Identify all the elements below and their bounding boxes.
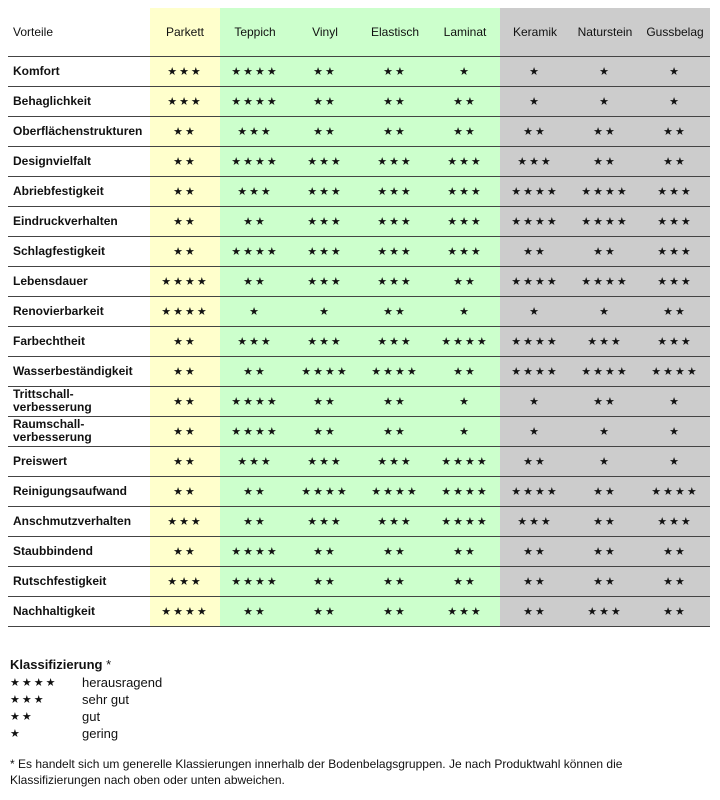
row-label: Raumschall- verbesserung xyxy=(8,416,150,446)
rating-cell: ★ xyxy=(430,296,500,326)
table-row xyxy=(8,116,710,146)
rating-cell: ★★★★ xyxy=(150,296,220,326)
rating-cell: ★★ xyxy=(430,116,500,146)
rating-cell: ★★★ xyxy=(360,326,430,356)
rating-cell: ★ xyxy=(570,416,640,446)
rating-cell: ★ xyxy=(290,296,360,326)
rating-cell: ★★ xyxy=(290,86,360,116)
rating-cell: ★★★ xyxy=(290,176,360,206)
rating-cell: ★★★ xyxy=(360,266,430,296)
rating-cell: ★★★ xyxy=(500,506,570,536)
rating-cell: ★★★★ xyxy=(570,356,640,386)
table-row xyxy=(8,236,710,266)
rating-cell: ★★ xyxy=(500,446,570,476)
table-row xyxy=(8,86,710,116)
rating-cell: ★★★★ xyxy=(220,386,290,416)
column-header-naturstein: Naturstein xyxy=(570,8,640,56)
row-label: Komfort xyxy=(8,56,150,86)
rating-cell: ★★★ xyxy=(360,446,430,476)
rating-cell: ★★★★ xyxy=(570,266,640,296)
legend-label-3: sehr gut xyxy=(82,692,129,707)
rating-cell: ★★ xyxy=(150,116,220,146)
rating-cell: ★★ xyxy=(570,536,640,566)
legend-title xyxy=(10,657,410,674)
legend-stars-4: ★★★★ xyxy=(10,676,58,689)
rating-cell: ★★★ xyxy=(360,506,430,536)
rating-cell: ★★ xyxy=(290,566,360,596)
row-label: Renovierbarkeit xyxy=(8,296,150,326)
rating-cell: ★★★★ xyxy=(500,476,570,506)
column-header-keramik: Keramik xyxy=(500,8,570,56)
rating-cell: ★★ xyxy=(500,236,570,266)
rating-cell: ★★★ xyxy=(290,236,360,266)
rating-cell: ★★ xyxy=(290,116,360,146)
rating-cell: ★★ xyxy=(640,116,710,146)
rating-cell: ★★ xyxy=(430,566,500,596)
row-label: Anschmutzverhalten xyxy=(8,506,150,536)
column-header-elastisch: Elastisch xyxy=(360,8,430,56)
rating-cell: ★ xyxy=(640,446,710,476)
table-row xyxy=(8,146,710,176)
rating-cell: ★★ xyxy=(570,386,640,416)
legend-label-2: gut xyxy=(82,709,101,724)
rating-cell: ★★ xyxy=(570,236,640,266)
legend-title-text: Klassifizierung xyxy=(10,657,103,672)
rating-cell: ★★ xyxy=(150,176,220,206)
rating-cell: ★★★ xyxy=(290,326,360,356)
rating-cell: ★★ xyxy=(220,206,290,236)
rating-cell: ★★★ xyxy=(220,326,290,356)
rating-cell: ★★★★ xyxy=(290,356,360,386)
row-label: Schlagfestigkeit xyxy=(8,236,150,266)
rating-cell: ★★ xyxy=(290,56,360,86)
rating-cell: ★★ xyxy=(220,596,290,626)
rating-cell: ★★ xyxy=(500,536,570,566)
rating-cell: ★★★ xyxy=(640,266,710,296)
column-header-parkett: Parkett xyxy=(150,8,220,56)
rating-cell: ★★★★ xyxy=(150,266,220,296)
rating-cell: ★★ xyxy=(150,206,220,236)
table-row xyxy=(8,536,710,566)
rating-cell: ★★ xyxy=(570,116,640,146)
rating-cell: ★★ xyxy=(150,236,220,266)
legend-item xyxy=(10,708,410,725)
rating-cell: ★ xyxy=(220,296,290,326)
rating-cell: ★★★ xyxy=(220,176,290,206)
rating-cell: ★★ xyxy=(430,536,500,566)
table-row xyxy=(8,176,710,206)
column-header-teppich: Teppich xyxy=(220,8,290,56)
rating-cell: ★ xyxy=(430,416,500,446)
rating-cell: ★★ xyxy=(640,146,710,176)
rating-cell: ★★★★ xyxy=(640,476,710,506)
rating-cell: ★★ xyxy=(290,536,360,566)
rating-cell: ★★★★ xyxy=(500,266,570,296)
rating-cell: ★★★★ xyxy=(150,596,220,626)
rating-cell: ★★★★ xyxy=(220,146,290,176)
row-label: Preiswert xyxy=(8,446,150,476)
rating-cell: ★ xyxy=(430,386,500,416)
rating-cell: ★★★★ xyxy=(500,176,570,206)
rating-cell: ★★★★ xyxy=(430,326,500,356)
rating-cell: ★★★★ xyxy=(220,416,290,446)
table-body xyxy=(8,56,710,626)
table-row xyxy=(8,266,710,296)
rating-cell: ★★ xyxy=(290,386,360,416)
column-header-laminat: Laminat xyxy=(430,8,500,56)
rating-cell: ★★★★ xyxy=(500,326,570,356)
legend-stars-3: ★★★ xyxy=(10,693,46,706)
rating-cell: ★★★ xyxy=(570,596,640,626)
rating-cell: ★★ xyxy=(150,536,220,566)
rating-cell: ★★ xyxy=(430,266,500,296)
row-label: Wasserbeständigkeit xyxy=(8,356,150,386)
rating-cell: ★★★ xyxy=(640,506,710,536)
rating-cell: ★★★★ xyxy=(430,506,500,536)
rating-cell: ★★★ xyxy=(430,596,500,626)
rating-cell: ★★★ xyxy=(150,56,220,86)
footnote: * Es handelt sich um generelle Klassierungen innerhalb der Bodenbelagsgruppen. Je nach Produktwahl können die Klassifizierungen nach oben oder unten abweichen. xyxy=(10,757,623,787)
rating-cell: ★★ xyxy=(500,566,570,596)
rating-cell: ★★ xyxy=(570,506,640,536)
column-header-vinyl: Vinyl xyxy=(290,8,360,56)
rating-cell: ★★ xyxy=(150,146,220,176)
row-label: Trittschall- verbesserung xyxy=(8,386,150,416)
rating-cell: ★★★ xyxy=(430,176,500,206)
table-row xyxy=(8,446,710,476)
table-row xyxy=(8,596,710,626)
rating-cell: ★★★ xyxy=(360,146,430,176)
rating-cell: ★★★★ xyxy=(290,476,360,506)
rating-cell: ★★★ xyxy=(430,236,500,266)
rating-cell: ★★★★ xyxy=(500,206,570,236)
rating-cell: ★★★ xyxy=(640,326,710,356)
table-header-row xyxy=(8,8,710,56)
rating-cell: ★★ xyxy=(220,476,290,506)
rating-cell: ★ xyxy=(640,416,710,446)
table-row xyxy=(8,56,710,86)
rating-cell: ★ xyxy=(570,446,640,476)
rating-cell: ★★★ xyxy=(500,146,570,176)
table-row xyxy=(8,206,710,236)
rating-cell: ★★★ xyxy=(220,446,290,476)
table-row xyxy=(8,386,710,416)
rating-cell: ★★★★ xyxy=(220,236,290,266)
rating-cell: ★★★ xyxy=(640,236,710,266)
row-label: Eindruckverhalten xyxy=(8,206,150,236)
rating-cell: ★ xyxy=(640,386,710,416)
rating-cell: ★★ xyxy=(360,536,430,566)
rating-cell: ★★ xyxy=(150,386,220,416)
corner-label: Vorteile xyxy=(8,8,150,56)
legend-stars-1: ★ xyxy=(10,727,22,740)
table-row xyxy=(8,566,710,596)
rating-cell: ★ xyxy=(640,56,710,86)
rating-cell: ★★ xyxy=(150,476,220,506)
rating-cell: ★ xyxy=(500,296,570,326)
legend-stars-2: ★★ xyxy=(10,710,34,723)
rating-cell: ★★★ xyxy=(220,116,290,146)
rating-cell: ★★★★ xyxy=(220,86,290,116)
rating-cell: ★★ xyxy=(360,566,430,596)
row-label: Designvielfalt xyxy=(8,146,150,176)
rating-cell: ★★ xyxy=(290,596,360,626)
rating-cell: ★★ xyxy=(360,416,430,446)
legend-item xyxy=(10,691,410,708)
row-label: Lebensdauer xyxy=(8,266,150,296)
rating-cell: ★★★ xyxy=(290,146,360,176)
rating-cell: ★★★ xyxy=(150,506,220,536)
rating-cell: ★★★★ xyxy=(220,536,290,566)
rating-cell: ★ xyxy=(500,56,570,86)
rating-cell: ★★★★ xyxy=(640,356,710,386)
rating-cell: ★ xyxy=(500,386,570,416)
column-header-gussbelag: Gussbelag xyxy=(640,8,710,56)
rating-cell: ★ xyxy=(500,416,570,446)
rating-cell: ★★ xyxy=(150,356,220,386)
rating-cell: ★★★★ xyxy=(220,566,290,596)
rating-cell: ★★ xyxy=(360,86,430,116)
rating-cell: ★★ xyxy=(220,356,290,386)
rating-cell: ★ xyxy=(430,56,500,86)
rating-cell: ★★★★ xyxy=(430,446,500,476)
rating-cell: ★★★★ xyxy=(220,56,290,86)
row-label: Rutschfestigkeit xyxy=(8,566,150,596)
rating-cell: ★★★★ xyxy=(570,206,640,236)
rating-cell: ★ xyxy=(570,86,640,116)
table-row xyxy=(8,296,710,326)
rating-cell: ★★ xyxy=(150,326,220,356)
legend-label-4: herausragend xyxy=(82,675,163,690)
rating-cell: ★★★ xyxy=(150,566,220,596)
rating-cell: ★★ xyxy=(430,356,500,386)
rating-cell: ★★ xyxy=(640,296,710,326)
legend-title-asterisk: * xyxy=(106,657,112,672)
table-row xyxy=(8,476,710,506)
rating-cell: ★★★ xyxy=(150,86,220,116)
row-label: Behaglichkeit xyxy=(8,86,150,116)
rating-cell: ★ xyxy=(570,296,640,326)
rating-cell: ★★ xyxy=(360,296,430,326)
row-label: Abriebfestigkeit xyxy=(8,176,150,206)
rating-cell: ★★ xyxy=(570,476,640,506)
table-row xyxy=(8,506,710,536)
rating-cell: ★ xyxy=(570,56,640,86)
rating-cell: ★★ xyxy=(430,86,500,116)
rating-cell: ★★ xyxy=(150,416,220,446)
rating-cell: ★★ xyxy=(360,596,430,626)
table-row xyxy=(8,416,710,446)
row-label: Nachhaltigkeit xyxy=(8,596,150,626)
row-label: Farbechtheit xyxy=(8,326,150,356)
row-label: Oberflächenstrukturen xyxy=(8,116,150,146)
rating-cell: ★★ xyxy=(290,416,360,446)
rating-cell: ★★ xyxy=(220,266,290,296)
rating-cell: ★★★ xyxy=(360,236,430,266)
rating-cell: ★★★★ xyxy=(360,476,430,506)
rating-cell: ★★★ xyxy=(290,506,360,536)
rating-cell: ★★★ xyxy=(570,326,640,356)
legend-item xyxy=(10,674,410,691)
rating-cell: ★★★★ xyxy=(500,356,570,386)
rating-cell: ★★★ xyxy=(360,206,430,236)
rating-cell: ★★★★ xyxy=(570,176,640,206)
rating-cell: ★★ xyxy=(220,506,290,536)
legend-label-1: gering xyxy=(82,726,119,741)
row-label: Staubbindend xyxy=(8,536,150,566)
row-label: Reinigungsaufwand xyxy=(8,476,150,506)
rating-cell: ★★★ xyxy=(290,206,360,236)
rating-cell: ★ xyxy=(500,86,570,116)
rating-cell: ★★★ xyxy=(640,176,710,206)
table-row xyxy=(8,356,710,386)
rating-cell: ★★★ xyxy=(360,176,430,206)
rating-cell: ★★ xyxy=(360,116,430,146)
rating-cell: ★★★★ xyxy=(360,356,430,386)
classification-legend xyxy=(10,657,410,742)
rating-cell: ★★ xyxy=(640,596,710,626)
flooring-comparison-table-container xyxy=(8,8,710,627)
rating-cell: ★★ xyxy=(360,56,430,86)
rating-cell: ★★★ xyxy=(430,146,500,176)
rating-cell: ★★ xyxy=(640,566,710,596)
rating-cell: ★★ xyxy=(570,566,640,596)
rating-cell: ★★ xyxy=(640,536,710,566)
rating-cell: ★★★ xyxy=(430,206,500,236)
rating-cell: ★★★★ xyxy=(430,476,500,506)
rating-cell: ★★ xyxy=(500,116,570,146)
rating-cell: ★ xyxy=(640,86,710,116)
table-row xyxy=(8,326,710,356)
rating-cell: ★★★ xyxy=(290,266,360,296)
rating-cell: ★★★ xyxy=(640,206,710,236)
rating-cell: ★★ xyxy=(500,596,570,626)
rating-cell: ★★★ xyxy=(290,446,360,476)
rating-cell: ★★ xyxy=(570,146,640,176)
legend-item xyxy=(10,725,410,742)
rating-cell: ★★ xyxy=(360,386,430,416)
flooring-comparison-table xyxy=(8,8,710,627)
rating-cell: ★★ xyxy=(150,446,220,476)
